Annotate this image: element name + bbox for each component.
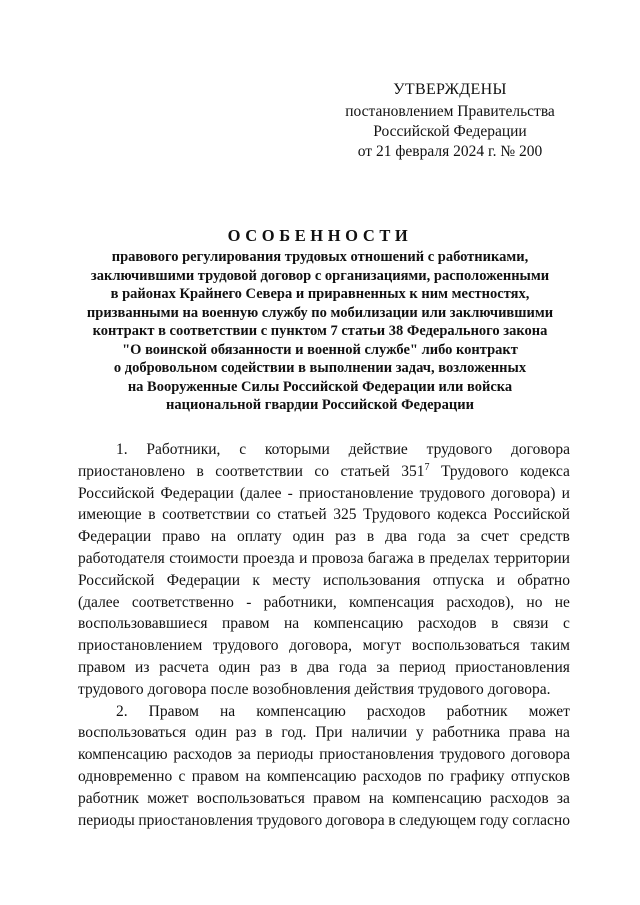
word: на <box>245 767 261 785</box>
word: у <box>415 724 424 742</box>
body-line <box>78 439 570 461</box>
word: из <box>135 658 150 676</box>
word: Федерации <box>78 528 152 546</box>
word: Работники, <box>146 441 221 458</box>
word: приостановлением <box>78 637 203 655</box>
word: году <box>479 811 509 829</box>
word: с <box>563 615 570 633</box>
body-line <box>78 526 570 548</box>
approval-heading: УТВЕРЖДЕНЫ <box>393 81 507 98</box>
subtitle-line: контракт в соответствии с пунктом 7 статьи 38 Федерального закона <box>92 323 548 339</box>
body-line <box>78 701 570 723</box>
word: за <box>556 789 570 807</box>
body-line <box>78 722 570 744</box>
word: год. <box>281 724 307 742</box>
word: Российской <box>78 484 155 502</box>
subtitle-line: в районах Крайнего Севера и приравненных к ним местностях, <box>110 286 530 302</box>
word: (далее <box>239 484 282 502</box>
word: следующем <box>399 811 477 829</box>
word: период <box>399 658 446 676</box>
body-line <box>78 766 570 788</box>
word: Трудового <box>441 462 509 480</box>
word: работники, <box>263 593 337 611</box>
body-line <box>78 635 570 657</box>
word: - <box>287 484 293 502</box>
word: работника <box>432 724 501 742</box>
word: в <box>148 506 156 524</box>
word: года <box>417 528 446 546</box>
body-line <box>78 483 570 505</box>
word: - <box>246 593 252 611</box>
word: компенсацию <box>78 746 168 764</box>
word: Российской <box>78 571 155 589</box>
word: отпусков <box>510 767 570 785</box>
word: трудового <box>256 811 323 829</box>
word: года <box>338 658 367 676</box>
body-line <box>78 504 570 526</box>
word: 1. <box>116 441 128 458</box>
body-line <box>78 744 570 766</box>
word: договора) <box>491 484 556 502</box>
word: право <box>162 528 200 546</box>
body-line <box>78 810 570 832</box>
word: проезда <box>243 549 295 567</box>
word: действия <box>354 680 415 698</box>
word: трудового <box>212 637 279 655</box>
word: в <box>196 462 204 480</box>
document-body <box>78 439 570 831</box>
subtitle-line: на Вооруженные Силы Российской Федерации или войска <box>127 378 513 395</box>
word: после <box>210 680 249 698</box>
word: трудового <box>419 484 486 502</box>
word: связи <box>512 615 549 633</box>
word: возобновления <box>252 680 351 698</box>
subtitle-line: заключившими трудовой договор с организациями, расположенными <box>90 267 550 284</box>
word: кодекса <box>437 506 487 524</box>
word: компенсацию <box>266 767 357 785</box>
word: согласно <box>512 811 570 829</box>
word: правом <box>313 789 361 807</box>
word: территории <box>493 549 570 567</box>
word: правом <box>78 658 126 676</box>
paragraph <box>78 439 570 701</box>
word: провоза <box>311 549 364 567</box>
body-line <box>78 679 570 701</box>
word: с <box>178 767 186 785</box>
word: графику <box>450 767 505 785</box>
body-line <box>78 461 570 483</box>
subtitle-line: призванными на военную службу по мобилизации или заключившими <box>86 304 554 321</box>
word: и <box>496 571 505 589</box>
word: соответственно <box>131 593 234 611</box>
word: к <box>252 571 260 589</box>
word: на <box>554 724 570 742</box>
word: работник <box>446 702 508 720</box>
word: в <box>417 549 426 567</box>
word: в <box>491 615 499 633</box>
word: приостановлено <box>78 462 186 480</box>
word: за <box>376 658 390 676</box>
word: Правом <box>148 702 199 720</box>
word: на <box>283 615 300 633</box>
word: работник <box>78 789 139 807</box>
word: действие <box>348 441 408 458</box>
word: соответствии <box>162 506 250 524</box>
word: на <box>220 702 236 720</box>
word: в <box>388 811 396 829</box>
word: трудового <box>78 680 144 698</box>
word: приостановления <box>455 658 570 676</box>
word: не <box>554 593 570 611</box>
word: с <box>239 441 247 458</box>
subtitle-line: "О воинской обязанности и военной службе" либо контракт <box>122 341 518 358</box>
word: Федерации <box>160 484 234 502</box>
word: трудового <box>439 746 506 764</box>
word: договора. <box>487 680 551 698</box>
word: компенсацию <box>392 789 482 807</box>
word: работодателя <box>78 549 165 567</box>
word: приостановление <box>298 484 414 502</box>
approval-line: Российской Федерации <box>373 123 527 140</box>
word: отпуска <box>432 571 485 589</box>
word: стоимости <box>169 549 239 567</box>
approval-line: постановлением Правительства <box>345 103 555 120</box>
word: права <box>508 724 546 742</box>
word: расходов <box>489 789 549 807</box>
word: периоды <box>256 746 314 764</box>
document-title: ОСОБЕННОСТИ <box>227 226 413 245</box>
word: договора <box>325 811 385 829</box>
subtitle-line: национальной гвардии Российской Федерации <box>166 397 474 413</box>
body-line <box>78 548 570 570</box>
word: воспользовавшиеся <box>78 615 208 633</box>
word: расходов), <box>446 593 515 611</box>
word: на <box>368 789 384 807</box>
word: 2. <box>116 702 128 720</box>
word: статьей <box>340 462 390 480</box>
word: раз <box>335 528 356 546</box>
word: один <box>218 658 251 676</box>
subtitle-line: правового регулирования трудовых отношений с работниками, <box>111 249 529 265</box>
word: расходов <box>362 767 422 785</box>
word: кодекса <box>520 462 570 480</box>
word: оплату <box>237 528 282 546</box>
word: могут <box>362 637 402 655</box>
word: за <box>456 528 470 546</box>
word: статьей <box>277 506 327 524</box>
word: соответствии <box>215 462 303 480</box>
word: раз <box>235 724 257 742</box>
word: один <box>194 724 227 742</box>
word: обратно <box>517 571 570 589</box>
word: правом <box>191 767 240 785</box>
word: воспользоваться <box>196 789 305 807</box>
word: При <box>315 724 343 742</box>
word: Федерации <box>166 571 240 589</box>
word: может <box>147 789 189 807</box>
word: со <box>314 462 329 480</box>
word: правом <box>222 615 270 633</box>
word: приостановления <box>319 746 434 764</box>
word: и <box>561 484 570 502</box>
word: два <box>307 658 330 676</box>
word: наличии <box>351 724 408 742</box>
word: Российской <box>493 506 570 524</box>
word: один <box>292 528 325 546</box>
word: приостановления <box>138 811 254 829</box>
word: счет <box>480 528 509 546</box>
body-line <box>78 613 570 635</box>
word: и <box>299 549 308 567</box>
approval-stamp <box>330 80 570 162</box>
paragraph <box>78 701 570 832</box>
word: Трудового <box>363 506 431 524</box>
word: на <box>210 528 227 546</box>
word: в <box>290 658 298 676</box>
superscript: 7 <box>424 461 430 473</box>
word: трудового <box>418 680 484 698</box>
body-line <box>78 657 570 679</box>
word: со <box>256 506 271 524</box>
word: два <box>385 528 407 546</box>
word: договора <box>511 746 570 764</box>
word: одновременно <box>78 767 173 785</box>
word: договора <box>147 680 207 698</box>
word: расчета <box>159 658 209 676</box>
word: по <box>427 767 444 785</box>
word: но <box>526 593 543 611</box>
subtitle-line: о добровольном содействии в выполнении задач, возложенных <box>113 360 527 376</box>
word: (далее <box>78 593 120 611</box>
word: воспользоваться <box>411 637 520 655</box>
word: 325 <box>333 506 357 524</box>
word: компенсацию <box>256 702 346 720</box>
word: таким <box>530 637 570 655</box>
word: которыми <box>264 441 330 458</box>
word: трудового <box>426 441 493 458</box>
document-subtitle <box>60 248 580 415</box>
word: воспользоваться <box>78 724 187 742</box>
word: имеющие <box>78 506 142 524</box>
word: месту <box>272 571 311 589</box>
word: пределах <box>429 549 490 567</box>
word: в <box>265 724 273 742</box>
word: использования <box>323 571 421 589</box>
word: $351^7$ <box>401 461 430 480</box>
word: компенсацию <box>313 615 404 633</box>
word: раз <box>259 658 281 676</box>
body-line <box>78 788 570 810</box>
word: периоды <box>78 811 135 829</box>
approval-line: от 21 февраля 2024 г. № 200 <box>357 143 543 160</box>
word: может <box>528 702 570 720</box>
word: компенсация <box>349 593 435 611</box>
word: багажа <box>367 549 414 567</box>
word: расходов <box>366 702 426 720</box>
body-line <box>78 592 570 614</box>
word: расходов <box>173 746 233 764</box>
word: договора <box>511 441 570 458</box>
word: расходов <box>417 615 477 633</box>
word: средств <box>519 528 570 546</box>
word: за <box>237 746 251 764</box>
word: договора, <box>289 637 352 655</box>
word: в <box>366 528 375 546</box>
body-line <box>78 570 570 592</box>
